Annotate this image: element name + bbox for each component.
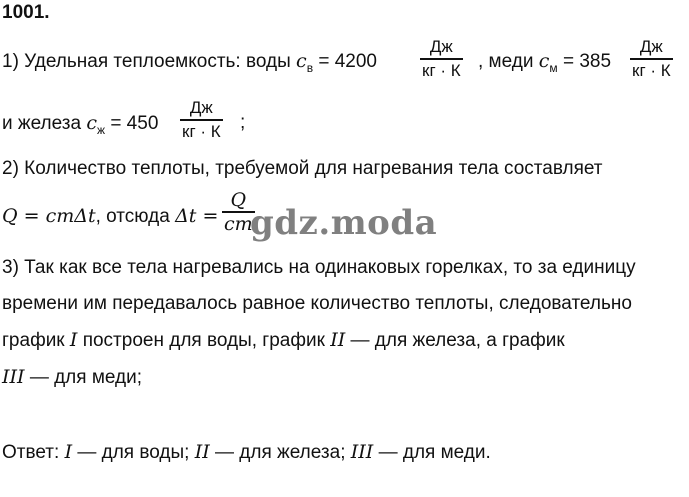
formula-middle: , отсюда — [95, 206, 170, 227]
symbol-c-iron: c — [86, 112, 97, 134]
formula-delta: Δt = — [175, 205, 219, 227]
line-graph-copper — [2, 366, 142, 389]
unit-numerator: Дж — [429, 37, 453, 56]
watermark-logo: gdz.moda — [250, 203, 438, 243]
roman-three: III — [2, 366, 25, 388]
answer-roman-three: III — [350, 441, 374, 463]
iron-end: ; — [240, 112, 246, 133]
unit-denominator: кг · К — [422, 60, 461, 80]
fraction-bar — [420, 58, 463, 60]
fraction-bar — [180, 119, 223, 121]
answer-label: Ответ: — [2, 442, 60, 463]
graph-water: построен для воды, график — [82, 330, 325, 351]
graph-copper: — для меди; — [29, 367, 143, 388]
line-reasoning-2: времени им передавалось равное количество теплоты, следовательно — [2, 293, 632, 314]
symbol-c-copper: c — [538, 50, 550, 72]
fraction-numerator: Q — [230, 189, 247, 211]
line-formula — [2, 205, 218, 228]
unit-fraction-iron — [180, 98, 223, 142]
roman-two: II — [330, 329, 346, 351]
value-iron: = 450 — [110, 113, 159, 134]
answer-water: — для воды; — [77, 442, 190, 463]
sub-iron: ж — [97, 122, 106, 137]
graph-iron: — для железа, а график — [350, 330, 565, 351]
line-iron — [2, 112, 158, 137]
value-water: = 4200 — [318, 51, 378, 72]
answer-line — [2, 441, 491, 464]
value-copper: = 385 — [562, 51, 612, 72]
answer-roman-one: I — [64, 441, 73, 463]
unit-denominator: кг · К — [182, 121, 221, 141]
answer-iron: — для железа; — [215, 442, 346, 463]
sub-water: в — [306, 60, 314, 75]
copper-segment — [478, 50, 611, 75]
problem-number: 1001. — [2, 2, 50, 23]
answer-roman-two: II — [194, 441, 210, 463]
sub-copper: м — [549, 60, 558, 75]
line-reasoning-1: 3) Так как все тела нагревались на одинаковых горелках, то за единицу — [2, 257, 636, 278]
symbol-c-water: c — [296, 50, 307, 72]
unit-fraction-water — [420, 37, 463, 81]
fraction-denominator: cm — [224, 212, 253, 235]
line-specific-heat — [2, 50, 377, 75]
line-graph-assignment — [2, 329, 565, 352]
unit-denominator: кг · К — [632, 60, 671, 80]
unit-numerator: Дж — [639, 37, 663, 56]
roman-one: I — [69, 329, 78, 351]
unit-numerator: Дж — [189, 98, 213, 117]
formula-q: Q = cmΔt — [2, 205, 96, 227]
graph-word: график — [2, 330, 65, 351]
iron-label: и железа — [2, 113, 82, 134]
line-heat-quantity: 2) Количество теплоты, требуемой для нагревания тела составляет — [2, 158, 603, 179]
unit-fraction-copper — [630, 37, 673, 81]
fraction-bar — [630, 58, 673, 60]
copper-label: , меди — [478, 51, 534, 72]
answer-copper: — для меди. — [378, 442, 491, 463]
specific-heat-label: 1) Удельная теплоемкость: воды — [2, 51, 291, 72]
